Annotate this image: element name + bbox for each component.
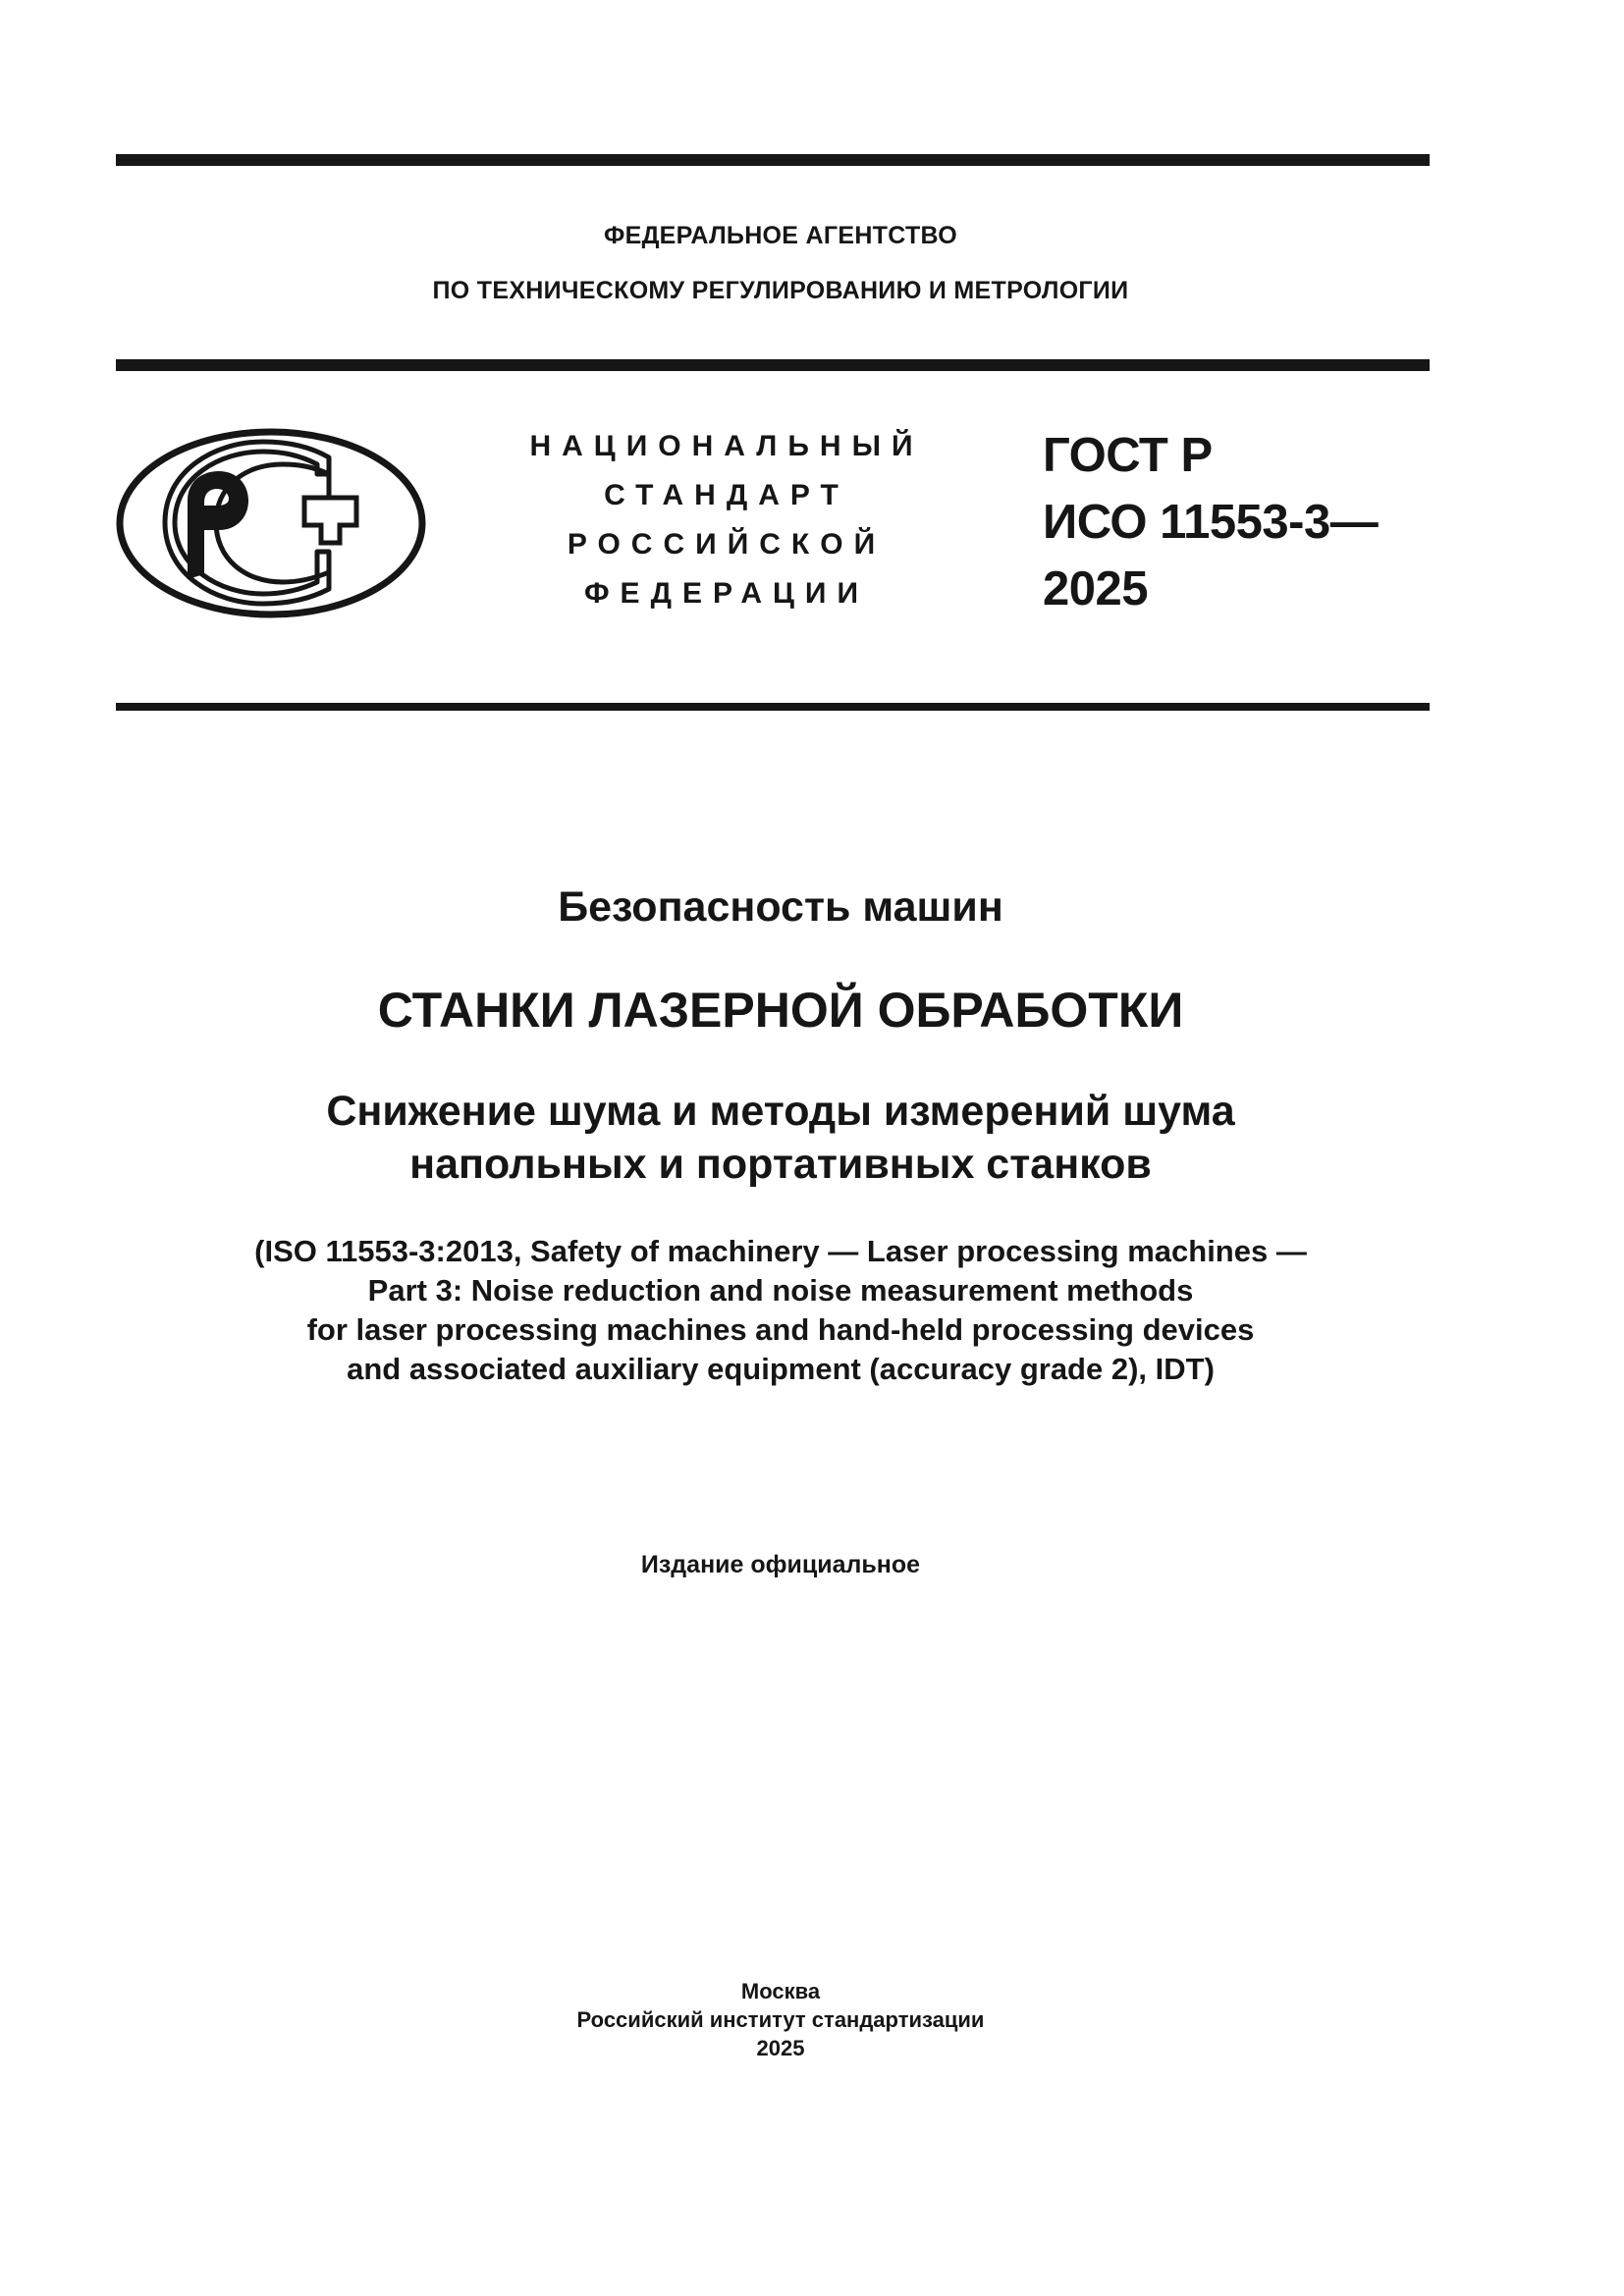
document-main-title: СТАНКИ ЛАЗЕРНОЙ ОБРАБОТКИ (377, 983, 1184, 1038)
designation-line: 2025 (1043, 562, 1149, 615)
publisher-block (0, 1977, 1561, 2062)
agency-name-line-2: ПО ТЕХНИЧЕСКОМУ РЕГУЛИРОВАНИЮ И МЕТРОЛОГИИ (432, 277, 1129, 304)
national-standard-line: ФЕДЕРАЦИИ (583, 577, 870, 610)
agency-name-line-1: ФЕДЕРАЛЬНОЕ АГЕНТСТВО (603, 222, 958, 249)
national-standard-line: СТАНДАРТ (604, 479, 849, 511)
iso-reference (0, 1232, 1561, 1389)
rst-certification-mark-icon (116, 427, 427, 623)
publication-year: 2025 (756, 2036, 805, 2060)
publisher-name: Российский институт стандартизации (576, 2007, 985, 2032)
designation-line: ГОСТ Р (1043, 429, 1213, 482)
document-description (0, 1085, 1561, 1191)
description-line: Снижение шума и методы измерений шума (326, 1088, 1235, 1135)
iso-reference-line: and associated auxiliary equipment (accuracy grade 2), IDT) (347, 1352, 1215, 1386)
header-divider-rule (116, 359, 1430, 371)
national-standard-line: РОССИЙСКОЙ (567, 528, 887, 561)
iso-reference-line: for laser processing machines and hand-held processing devices (306, 1312, 1255, 1347)
iso-reference-line: (ISO 11553-3:2013, Safety of machinery — Laser processing machines — (254, 1234, 1307, 1268)
standard-designation (1043, 422, 1378, 622)
designation-line: ИСО 11553-3— (1043, 496, 1379, 549)
national-standard-label (496, 422, 957, 618)
iso-reference-line: Part 3: Noise reduction and noise measurement methods (367, 1273, 1194, 1308)
top-rule (116, 154, 1430, 166)
publisher-city: Москва (740, 1979, 821, 2003)
document-subject: Безопасность машин (558, 883, 1003, 931)
description-line: напольных и портативных станков (409, 1141, 1152, 1188)
masthead-bottom-rule (116, 703, 1430, 711)
national-standard-line: НАЦИОНАЛЬНЫЙ (529, 430, 924, 462)
edition-label: Издание официальное (640, 1551, 921, 1578)
